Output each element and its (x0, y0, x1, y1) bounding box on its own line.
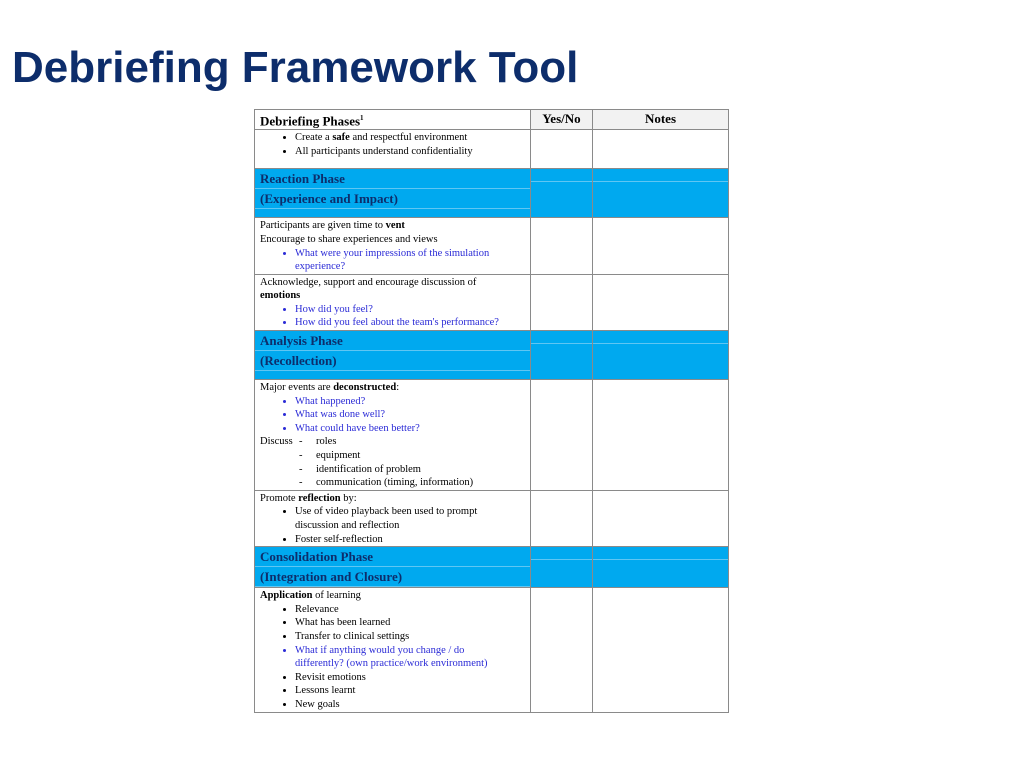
page-title: Debriefing Framework Tool (12, 43, 579, 92)
phase-row-consolidation (255, 547, 729, 588)
list-item: - equipment (299, 450, 361, 462)
question-item: • What could have been better? (295, 422, 526, 436)
row-text: Major events are deconstructed: (260, 382, 400, 394)
table-row (255, 218, 729, 274)
phase-title: Analysis Phase (255, 331, 530, 351)
header-notes: Notes (593, 110, 729, 130)
yes-no-cell[interactable] (531, 130, 593, 169)
question-item: • What were your impressions of the simulation experience? (295, 247, 526, 274)
question-item: • How did you feel? (295, 303, 526, 317)
row-text: Application of learning (260, 590, 361, 602)
table-row (255, 588, 729, 712)
list-item: • Relevance (295, 603, 526, 617)
notes-cell[interactable] (593, 588, 729, 712)
question-item: • What happened? (295, 395, 526, 409)
row-text: Acknowledge, support and encourage discussion of (260, 276, 477, 288)
yes-no-cell[interactable] (531, 588, 593, 712)
yes-no-cell[interactable] (531, 490, 593, 546)
notes-cell[interactable] (593, 130, 729, 169)
phase-subtitle: (Experience and Impact) (255, 189, 530, 209)
list-item: Discuss - roles (260, 436, 337, 448)
list-item: • New goals (295, 698, 526, 712)
phase-subtitle: (Recollection) (255, 351, 530, 371)
yes-no-cell[interactable] (531, 218, 593, 274)
debriefing-framework-table (254, 109, 729, 713)
yes-no-cell[interactable] (531, 274, 593, 330)
header-footnote: 1 (360, 114, 364, 122)
notes-cell[interactable] (593, 218, 729, 274)
list-item: - identification of problem (299, 463, 421, 475)
list-item: • What has been learned (295, 616, 526, 630)
list-item: • Transfer to clinical settings (295, 630, 526, 644)
list-item: - communication (timing, information) (299, 477, 474, 489)
question-item: • What if anything would you change / do differently? (own practice/work environment) (295, 644, 526, 671)
phase-title: Reaction Phase (255, 169, 530, 189)
list-item: • Lessons learnt (295, 684, 526, 698)
list-item: • Revisit emotions (295, 671, 526, 685)
phase-row-analysis (255, 331, 729, 380)
notes-cell[interactable] (593, 380, 729, 491)
table-row (255, 490, 729, 546)
table-row (255, 274, 729, 330)
phase-subtitle: (Integration and Closure) (255, 567, 530, 587)
row-text: Participants are given time to vent (260, 220, 405, 232)
notes-cell[interactable] (593, 490, 729, 546)
header-phases: Debriefing Phases$^1$ (255, 110, 531, 130)
yes-no-cell[interactable] (531, 380, 593, 491)
list-item: • Create a safe and respectful environment (295, 131, 526, 145)
table-header-row (255, 110, 729, 130)
notes-cell[interactable] (593, 274, 729, 330)
phase-title: Consolidation Phase (255, 547, 530, 567)
table-row (255, 130, 729, 169)
list-item: • All participants understand confidentiality (295, 145, 526, 159)
row-text: Promote reflection by: (260, 492, 357, 504)
phase-row-reaction (255, 169, 729, 218)
header-yes-no: Yes/No (531, 110, 593, 130)
table-row (255, 380, 729, 491)
list-item: • Use of video playback been used to prompt discussion and reflection (295, 505, 526, 532)
row-text: Encourage to share experiences and views (260, 233, 438, 245)
question-item: • What was done well? (295, 408, 526, 422)
row-text: emotions (260, 290, 301, 302)
list-item: • Foster self-reflection (295, 533, 526, 547)
question-item: • How did you feel about the team's performance? (295, 316, 526, 330)
